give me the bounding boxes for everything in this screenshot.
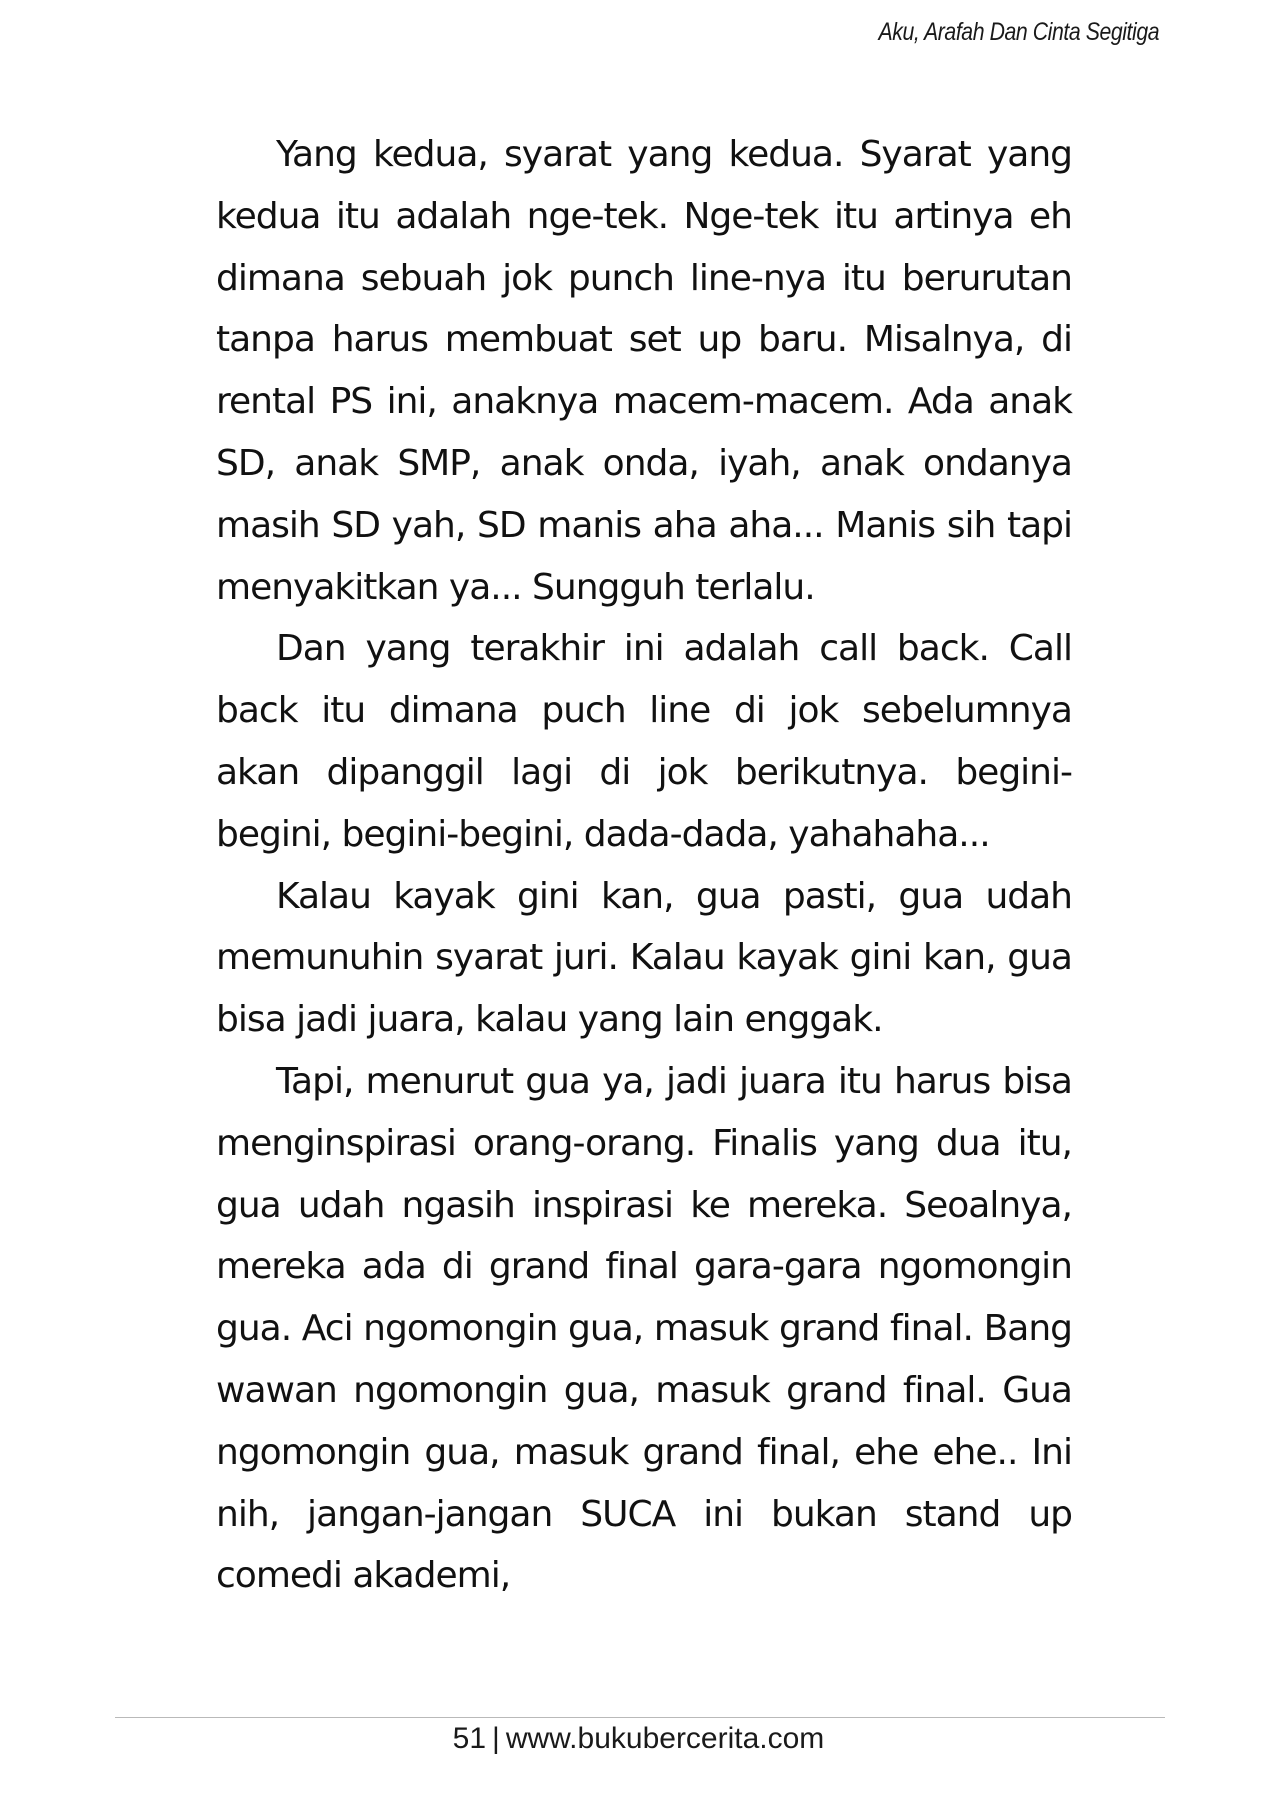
page-footer	[0, 1722, 1277, 1756]
paragraph-call-back: Dan yang terakhir ini adalah call back. Call back itu dimana puch line di jok sebelumnya akan dipanggil lagi di jok berikutnya. begini-begini, begini-begini, dada-dada, yahahaha...	[216, 628, 1072, 855]
page-body	[216, 124, 1072, 1607]
footer-website: www.bukubercerita.com	[505, 1722, 825, 1755]
running-header-title: Aku, Arafah Dan Cinta Segitiga	[878, 18, 1159, 46]
footer-divider	[115, 1717, 1165, 1718]
paragraph-syarat-kedua: Yang kedua, syarat yang kedua. Syarat yang kedua itu adalah nge-tek. Nge-tek itu artinya eh dimana sebuah jok punch line-nya itu berurutan tanpa harus membuat set up baru. Misalnya, di rental PS ini, anaknya macem-macem. Ada anak SD, anak SMP, anak onda, iyah, anak ondanya masih SD yah, SD manis aha aha... Manis sih tapi menyakitkan ya... Sungguh terlalu.	[216, 134, 1072, 608]
page-number: 51	[452, 1722, 487, 1755]
paragraph-syarat-juri: Kalau kayak gini kan, gua pasti, gua udah memunuhin syarat juri. Kalau kayak gini kan, gua bisa jadi juara, kalau yang lain enggak.	[216, 875, 1072, 1041]
footer-separator: |	[492, 1722, 500, 1755]
paragraph-menginspirasi: Tapi, menurut gua ya, jadi juara itu harus bisa menginspirasi orang-orang. Finalis yang dua itu, gua udah ngasih inspirasi ke mereka. Seoalnya, mereka ada di grand final gara-gara ngomongin gua. Aci ngomongin gua, masuk grand final. Bang wawan ngomongin gua, masuk grand final. Gua ngomongin gua, masuk grand final, ehe ehe.. Ini nih, jangan-jangan SUCA ini bukan stand up comedi akademi,	[216, 1060, 1072, 1597]
